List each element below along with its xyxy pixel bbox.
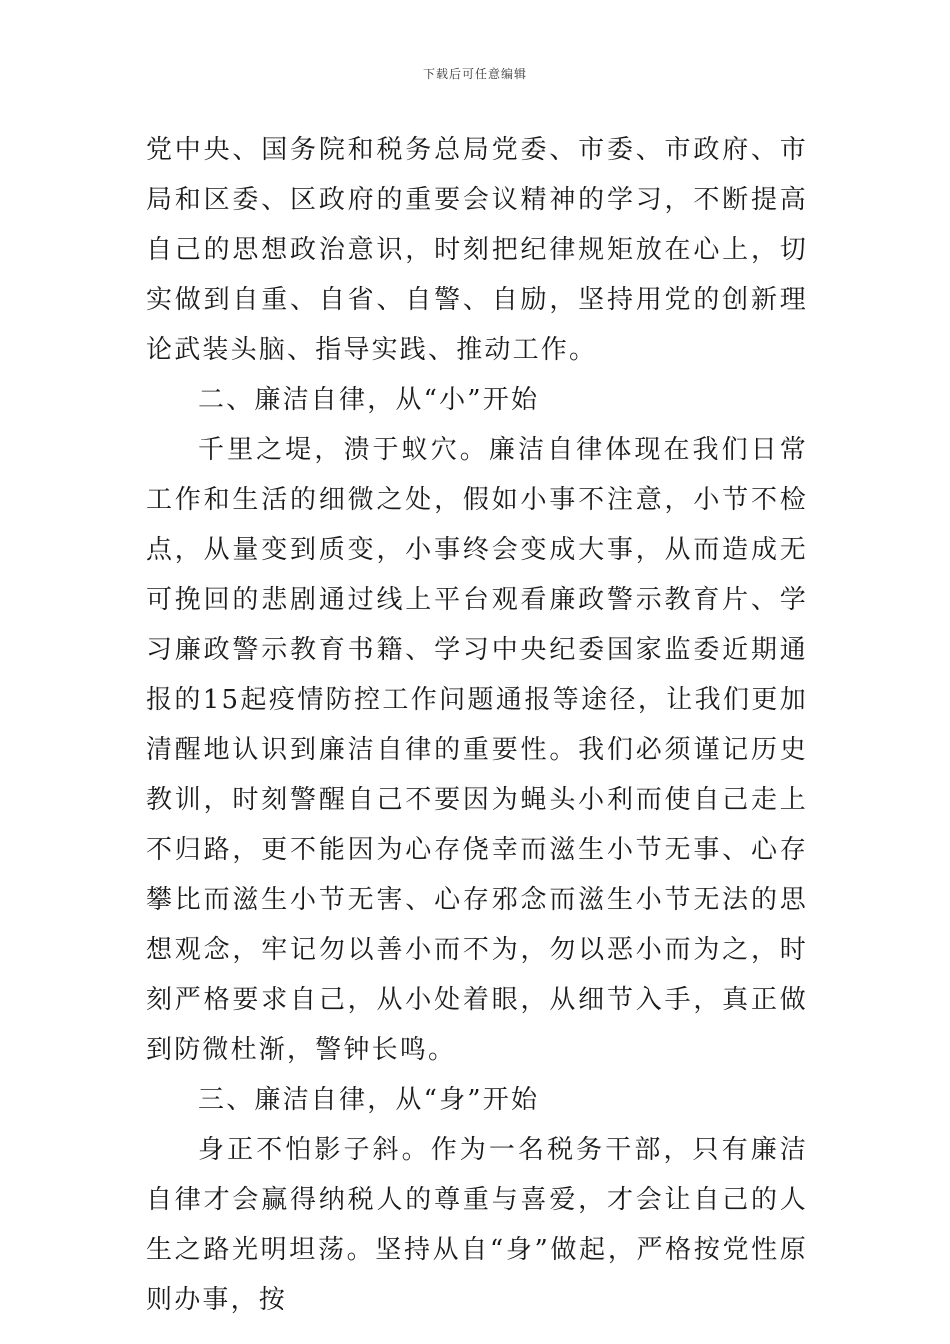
paragraph-continuation: 党中央、国务院和税务总局党委、市委、市政府、市局和区委、区政府的重要会议精神的学习，不断提高自己的思想政治意识，时刻把纪律规矩放在心上，切实做到自重、自省、自警、自励，坚持用党的创新理论武装头脑、指导实践、推动工作。: [146, 135, 808, 365]
document-body: [146, 125, 808, 1325]
paragraph-self: 身正不怕影子斜。作为一名税务干部，只有廉洁自律才会赢得纳税人的尊重与喜爱，才会让自己的人生之路光明坦荡。坚持从自“身”做起，严格按党性原则办事，按: [146, 1135, 808, 1315]
paragraph-small-matters: 千里之堤，溃于蚁穴。廉洁自律体现在我们日常工作和生活的细微之处，假如小事不注意，小节不检点，从量变到质变，小事终会变成大事，从而造成无可挽回的悲剧通过线上平台观看廉政警示教育片、学习廉政警示教育书籍、学习中央纪委国家监委近期通报的15起疫情防控工作问题通报等途径，让我们更加清醒地认识到廉洁自律的重要性。我们必须谨记历史教训，时刻警醒自己不要因为蝇头小利而使自己走上不归路，更不能因为心存侥幸而滋生小节无事、心存攀比而滋生小节无害、心存邪念而滋生小节无法的思想观念，牢记勿以善小而不为，勿以恶小而为之，时刻严格要求自己，从小处着眼，从细节入手，真正做到防微杜渐，警钟长鸣。: [146, 435, 808, 1065]
section-heading-small: 二、廉洁自律，从“小”开始: [198, 385, 540, 415]
section-heading-self: 三、廉洁自律，从“身”开始: [198, 1085, 540, 1115]
page-header: 下载后可任意编辑: [422, 67, 527, 81]
